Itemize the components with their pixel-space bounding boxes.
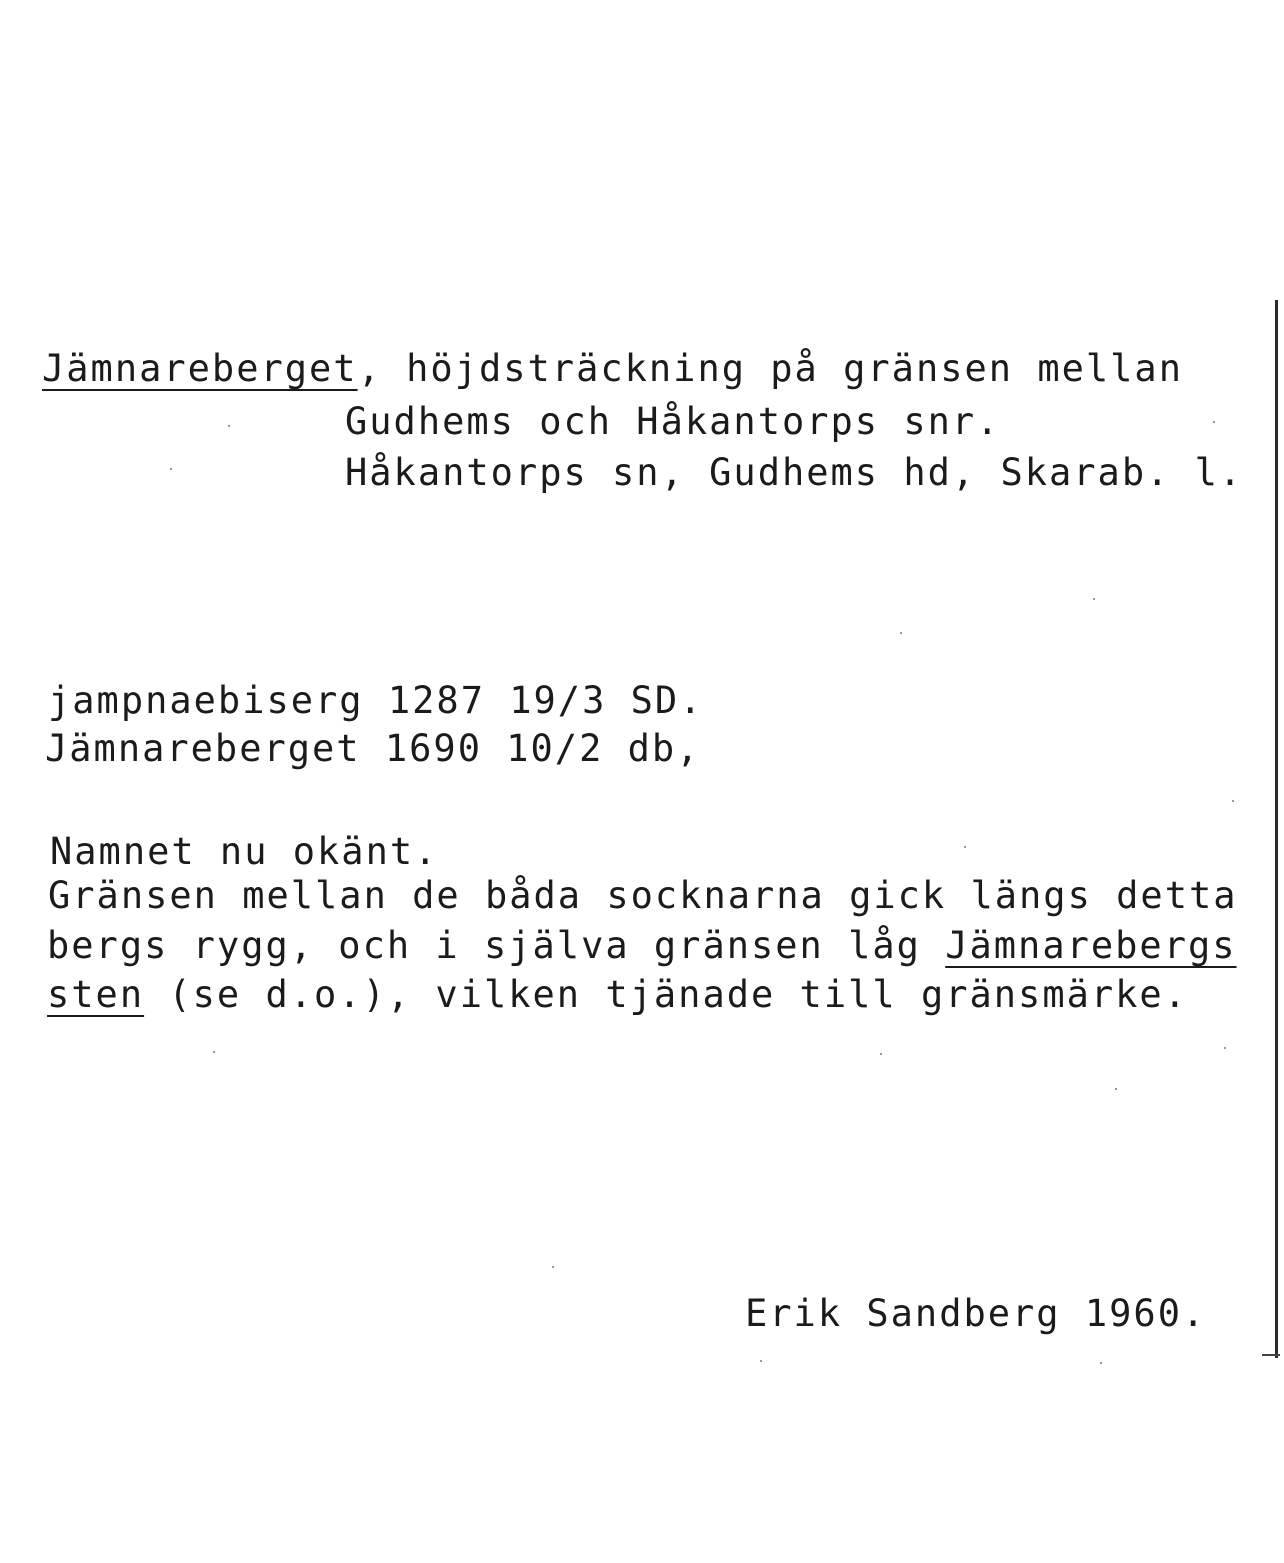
speck <box>213 1051 215 1053</box>
speck <box>1224 1047 1226 1049</box>
speck <box>1100 1362 1102 1364</box>
speck <box>552 1266 554 1268</box>
speck <box>1232 800 1234 802</box>
speck <box>1213 421 1215 423</box>
signature: Erik Sandberg 1960. <box>745 1292 1207 1335</box>
attestation-1: jampnaebiserg 1287 19/3 SD. <box>48 679 704 722</box>
cross-reference-jamnarebergs: Jämnarebergs <box>945 924 1237 967</box>
speck <box>964 846 966 848</box>
speck <box>228 425 230 427</box>
definition: , höjdsträckning på gränsen mellan <box>357 347 1183 390</box>
headword-line <box>42 347 1183 390</box>
speck <box>760 1360 762 1362</box>
headword: Jämnareberget <box>42 347 358 390</box>
note-line-3 <box>47 924 1237 967</box>
speck <box>900 632 902 634</box>
speck <box>1093 598 1095 600</box>
note-line-4 <box>47 973 1188 1016</box>
speck <box>170 468 172 470</box>
attestation-2: Jämnareberget 1690 10/2 db, <box>45 727 701 770</box>
definition-line-2: Gudhems och Håkantorps snr. <box>345 400 1001 443</box>
card-bottom-edge <box>1262 1354 1280 1356</box>
note-line-1: Namnet nu okänt. <box>50 830 439 873</box>
speck <box>880 1053 882 1055</box>
cross-reference-sten: sten <box>47 973 145 1016</box>
note-line-3-text: bergs rygg, och i själva gränsen låg <box>47 924 946 967</box>
card-right-edge <box>1275 300 1278 1358</box>
location: Håkantorps sn, Gudhems hd, Skarab. l. <box>345 451 1244 494</box>
speck <box>1115 1088 1117 1090</box>
note-line-2: Gränsen mellan de båda socknarna gick längs detta <box>48 874 1238 917</box>
note-line-4-text: (se d.o.), vilken tjänade till gränsmärke. <box>144 973 1188 1016</box>
